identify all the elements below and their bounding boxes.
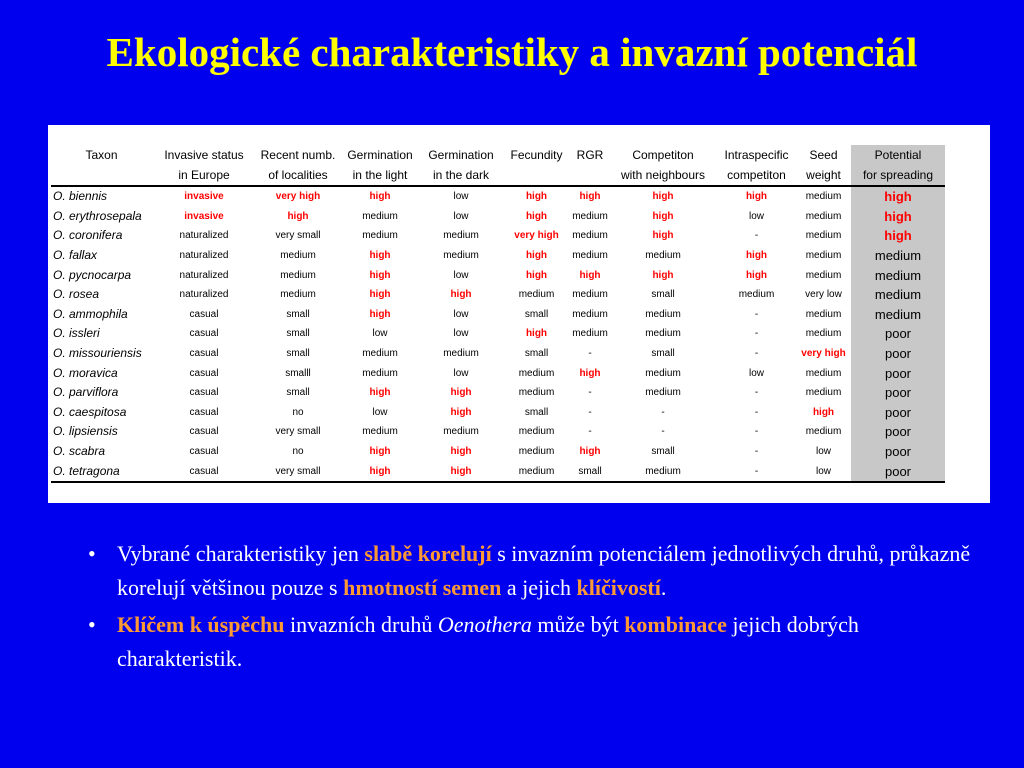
table-cell: medium: [362, 348, 398, 360]
column-header-line: Recent numb.: [260, 148, 336, 162]
table-cell: small: [571, 461, 609, 482]
bullet-text-segment: s invazním potenciálem jednotlivých druhů, průkazně korelují většinou pouze s: [117, 541, 971, 600]
column-header: [256, 145, 340, 186]
potential-cell: poor: [851, 324, 945, 344]
table-row: [51, 383, 945, 403]
table-cell: medium: [572, 308, 608, 320]
table-cell: high: [369, 308, 391, 320]
table-cell: smalll: [285, 367, 311, 379]
table-cell: medium: [805, 210, 842, 222]
table-cell: low: [815, 446, 831, 458]
table-row: [51, 422, 945, 442]
table-cell: -: [754, 230, 759, 242]
potential-cell: high: [851, 226, 945, 246]
table-row: [51, 461, 945, 482]
table-header-row: [51, 145, 945, 186]
column-header: [851, 145, 945, 186]
table-cell: -: [754, 387, 759, 399]
potential-cell: poor: [851, 461, 945, 482]
table-cell: medium: [645, 387, 681, 399]
table-cell: -: [754, 406, 759, 418]
table-cell: high: [340, 461, 420, 482]
potential-cell: medium: [851, 246, 945, 266]
table-cell: high: [579, 191, 601, 203]
taxon-cell: O. parviflora: [53, 385, 119, 400]
table-cell: medium: [362, 367, 398, 379]
table-cell: high: [745, 269, 768, 281]
table-cell: medium: [443, 230, 479, 242]
table-body: [51, 186, 945, 482]
potential-cell: poor: [851, 403, 945, 423]
table-row: [51, 265, 945, 285]
bullet-text-segment: může být: [531, 612, 625, 637]
table-cell: medium: [805, 367, 842, 379]
table-cell: medium: [280, 250, 316, 262]
table-cell: low: [453, 191, 469, 203]
table-cell: high: [525, 191, 548, 203]
table-cell: medium: [443, 250, 479, 262]
table-cell: casual: [189, 367, 219, 379]
table-row: [51, 344, 945, 364]
table-cell: invasive: [184, 191, 224, 203]
table-cell: medium: [805, 308, 842, 320]
table-cell: high: [450, 289, 472, 301]
table-cell: medium: [362, 210, 398, 222]
table-cell: very small: [275, 230, 321, 242]
table-cell: low: [453, 308, 469, 320]
table-cell: high: [420, 461, 502, 482]
table-row: [51, 363, 945, 383]
table-cell: -: [661, 426, 665, 438]
table-row: [51, 305, 945, 325]
table-cell: medium: [362, 426, 398, 438]
table-cell: casual: [189, 446, 219, 458]
column-header: [609, 145, 717, 186]
table-cell: medium: [572, 289, 608, 301]
table-cell: medium: [805, 191, 842, 203]
table-cell: medium: [518, 387, 555, 399]
table-cell: naturalized: [179, 230, 229, 242]
table-cell: high: [369, 446, 391, 458]
bullet-text-segment: hmotností semen: [343, 575, 502, 600]
bullet-text-segment: invazních druhů: [284, 612, 438, 637]
table-cell: -: [588, 406, 592, 418]
taxon-cell: O. lipsiensis: [53, 424, 118, 439]
column-header-line: [571, 165, 609, 185]
potential-cell: poor: [851, 442, 945, 462]
bullet-item: [88, 608, 988, 676]
table-cell: medium: [518, 446, 555, 458]
table-cell: high: [525, 250, 548, 262]
bullet-text-segment: .: [660, 575, 667, 600]
table-cell: high: [450, 446, 472, 458]
column-header-line: Invasive status: [164, 148, 244, 162]
table-cell: -: [754, 348, 759, 360]
table-cell: small: [524, 406, 549, 418]
table-cell: -: [717, 461, 796, 482]
table-cell: high: [579, 367, 601, 379]
table-cell: no: [292, 406, 304, 418]
table-cell: medium: [572, 230, 608, 242]
table-row: [51, 324, 945, 344]
table-cell: low: [453, 210, 469, 222]
column-header-line: Competiton: [632, 148, 694, 162]
column-header-line: with neighbours: [620, 168, 706, 182]
column-header: [571, 145, 609, 186]
table-cell: low: [372, 328, 388, 340]
table-cell: casual: [189, 328, 219, 340]
table-cell: -: [588, 387, 592, 399]
column-header-line: Germination: [428, 148, 494, 162]
table-cell: low: [796, 461, 851, 482]
table-cell: low: [453, 367, 469, 379]
table-cell: high: [652, 269, 674, 281]
table-cell: high: [450, 387, 472, 399]
table-cell: small: [651, 446, 675, 458]
table-cell: casual: [189, 348, 219, 360]
taxon-cell: O. issleri: [53, 326, 100, 341]
column-header: [717, 145, 796, 186]
table-cell: small: [286, 308, 310, 320]
column-header-line: in the dark: [432, 168, 490, 182]
table-cell: casual: [189, 426, 219, 438]
table-cell: high: [652, 191, 674, 203]
table-cell: invasive: [184, 210, 224, 222]
table-cell: -: [588, 348, 592, 360]
column-header: [796, 145, 851, 186]
taxon-cell: O. scabra: [53, 444, 106, 459]
column-header: [420, 145, 502, 186]
bullet-item: [88, 537, 988, 605]
table-cell: naturalized: [179, 269, 229, 281]
table-cell: high: [652, 230, 674, 242]
table-cell: low: [748, 210, 764, 222]
table-cell: very high: [514, 230, 559, 242]
taxon-cell: O. missouriensis: [53, 346, 142, 361]
column-header-line: weight: [806, 168, 841, 182]
potential-cell: poor: [851, 383, 945, 403]
column-header-line: RGR: [576, 148, 604, 162]
potential-cell: medium: [851, 265, 945, 285]
table-row: [51, 285, 945, 305]
table-cell: medium: [518, 426, 555, 438]
table-cell: high: [369, 289, 391, 301]
table-cell: high: [369, 191, 391, 203]
table-cell: -: [754, 328, 759, 340]
table-cell: small: [651, 289, 675, 301]
table-cell: medium: [609, 461, 717, 482]
column-header-line: of localities: [268, 168, 328, 182]
taxon-cell: O. erythrosepala: [53, 208, 142, 223]
column-header: [152, 145, 256, 186]
column-header-line: Intraspecific: [724, 148, 789, 162]
table-cell: medium: [645, 328, 681, 340]
table-cell: medium: [572, 250, 608, 262]
table-cell: medium: [805, 250, 842, 262]
table-cell: medium: [502, 461, 571, 482]
taxon-cell: O. rosea: [53, 287, 100, 302]
table-cell: high: [652, 210, 674, 222]
slide-title: Ekologické charakteristiky a invazní potenciál: [106, 29, 918, 75]
table-cell: high: [525, 328, 548, 340]
table-cell: high: [369, 387, 391, 399]
potential-cell: medium: [851, 285, 945, 305]
table-cell: high: [450, 406, 472, 418]
table-row: [51, 226, 945, 246]
table-cell: medium: [645, 367, 681, 379]
potential-cell: poor: [851, 422, 945, 442]
taxon-cell: O. caespitosa: [53, 404, 127, 419]
taxon-cell: O. moravica: [53, 365, 118, 380]
bullet-text-segment: Oenothera: [437, 612, 532, 637]
column-header: [340, 145, 420, 186]
column-header-line: Seed: [809, 148, 838, 162]
table-cell: high: [579, 269, 601, 281]
column-header-line: [502, 165, 571, 185]
table-cell: casual: [189, 308, 219, 320]
bullet-text-segment: jejich dobrých charakteristik.: [117, 612, 859, 671]
column-header: [51, 145, 152, 186]
table-cell: low: [453, 269, 469, 281]
column-header-line: Taxon: [85, 148, 118, 162]
table-cell: medium: [805, 328, 842, 340]
table-cell: -: [661, 406, 665, 418]
table-cell: high: [525, 210, 548, 222]
bullet-list: [88, 537, 988, 679]
table-cell: small: [524, 308, 549, 320]
table-row: [51, 403, 945, 423]
table-cell: medium: [518, 289, 555, 301]
column-header-line: [51, 165, 152, 185]
table-cell: medium: [572, 210, 608, 222]
table-cell: medium: [280, 289, 316, 301]
bullet-text-segment: Klíčem k úspěchu: [117, 612, 285, 637]
characteristics-table: [51, 145, 945, 483]
table-cell: naturalized: [179, 289, 229, 301]
bullet-dot-icon: •: [88, 612, 96, 637]
column-header-line: in Europe: [178, 168, 230, 182]
table-cell: medium: [518, 367, 555, 379]
table-cell: small: [286, 348, 310, 360]
table-cell: high: [579, 446, 601, 458]
column-header-line: in the light: [352, 168, 408, 182]
potential-cell: high: [851, 207, 945, 227]
table-cell: -: [754, 446, 759, 458]
table-cell: very low: [805, 289, 842, 301]
table-cell: high: [745, 250, 768, 262]
table-cell: medium: [572, 328, 608, 340]
table-row: [51, 186, 945, 207]
table-cell: small: [524, 348, 549, 360]
bullet-dot-icon: •: [88, 541, 96, 566]
taxon-cell: O. fallax: [53, 248, 98, 263]
table-cell: very high: [275, 191, 321, 203]
table-cell: medium: [362, 230, 398, 242]
table-cell: high: [369, 250, 391, 262]
taxon-cell: O. coronifera: [53, 228, 123, 243]
column-header-line: Germination: [347, 148, 413, 162]
table-cell: low: [748, 367, 764, 379]
bullet-text-segment: klíčivostí: [576, 575, 661, 600]
table-cell: medium: [645, 250, 681, 262]
taxon-cell: O. biennis: [53, 189, 108, 204]
table-cell: high: [745, 191, 768, 203]
table-panel: [48, 125, 990, 503]
table-cell: medium: [805, 269, 842, 281]
table-row: [51, 246, 945, 266]
table-cell: -: [754, 426, 759, 438]
table-cell: medium: [805, 387, 842, 399]
table-cell: high: [369, 269, 391, 281]
potential-cell: poor: [851, 344, 945, 364]
column-header-line: Potential: [874, 148, 922, 162]
table-cell: medium: [645, 308, 681, 320]
column-header-line: Fecundity: [510, 148, 563, 162]
table-cell: low: [453, 328, 469, 340]
table-cell: very small: [256, 461, 340, 482]
table-cell: low: [372, 406, 388, 418]
bullet-text-segment: kombinace: [624, 612, 727, 637]
table-cell: casual: [152, 461, 256, 482]
table-cell: small: [651, 348, 675, 360]
column-header: [502, 145, 571, 186]
table-cell: medium: [738, 289, 775, 301]
table-cell: small: [286, 328, 310, 340]
table-cell: naturalized: [179, 250, 229, 262]
column-header-line: for spreading: [862, 168, 934, 182]
table-row: [51, 207, 945, 227]
table-cell: casual: [189, 406, 219, 418]
table-cell: high: [525, 269, 548, 281]
bullet-text-segment: slabě korelují: [364, 541, 492, 566]
taxon-cell: O. ammophila: [53, 306, 128, 321]
table-cell: very high: [801, 348, 846, 360]
taxon-cell: O. pycnocarpa: [53, 267, 132, 282]
table-row: [51, 442, 945, 462]
table-cell: medium: [805, 426, 842, 438]
table-cell: -: [588, 426, 592, 438]
table-cell: high: [812, 406, 835, 418]
potential-cell: medium: [851, 305, 945, 325]
table-cell: medium: [280, 269, 316, 281]
table-cell: small: [286, 387, 310, 399]
taxon-cell: O. tetragona: [51, 461, 152, 482]
table-cell: very small: [275, 426, 321, 438]
potential-cell: poor: [851, 363, 945, 383]
potential-cell: high: [851, 186, 945, 207]
table-cell: -: [754, 308, 759, 320]
column-header-line: competiton: [727, 168, 786, 182]
table-cell: casual: [189, 387, 219, 399]
table-cell: medium: [443, 348, 479, 360]
table-cell: medium: [443, 426, 479, 438]
table-cell: high: [287, 210, 309, 222]
table-cell: medium: [805, 230, 842, 242]
bullet-text-segment: Vybrané charakteristiky jen: [117, 541, 365, 566]
table-cell: no: [292, 446, 304, 458]
bullet-text-segment: a jejich: [501, 575, 577, 600]
